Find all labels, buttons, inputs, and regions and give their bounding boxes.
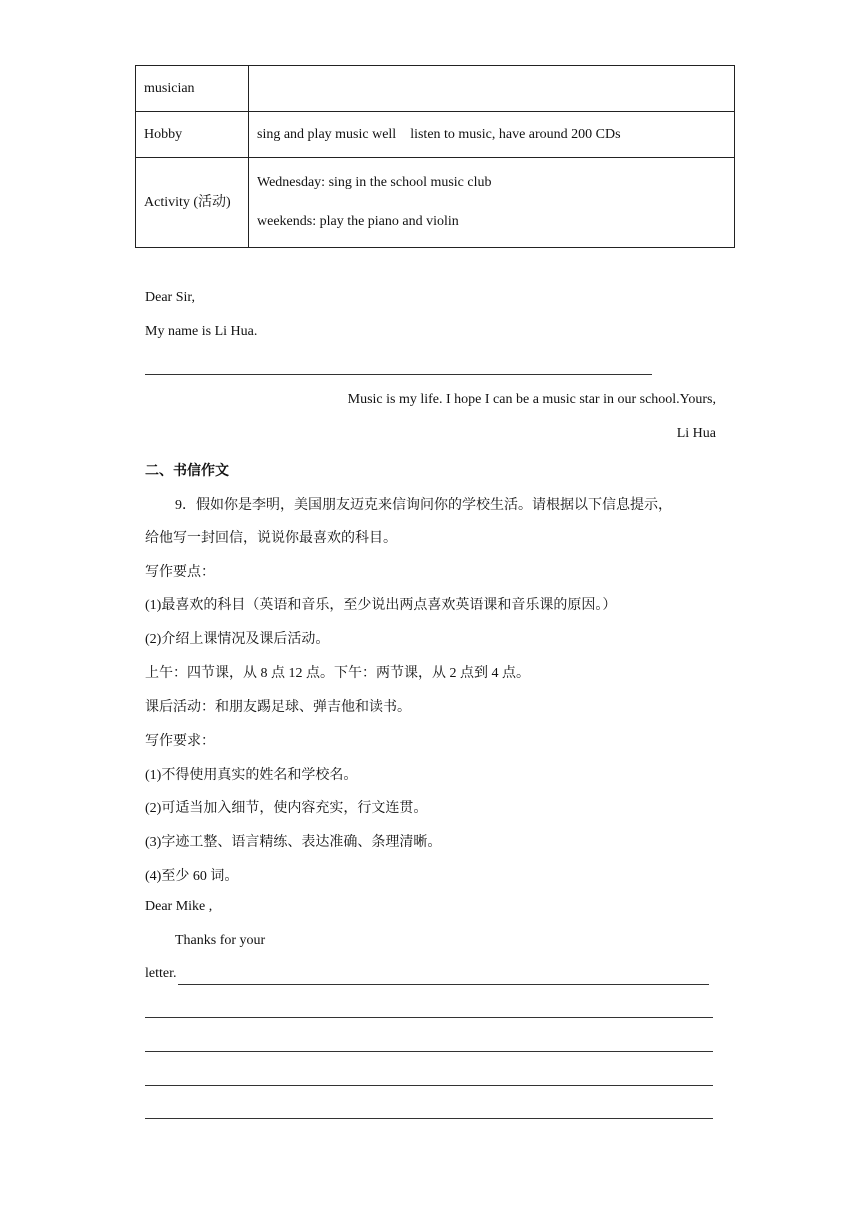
after-class-text: 课后活动：和朋友踢足球、弹吉他和读书。: [145, 700, 411, 715]
table-cell-label: musician: [136, 66, 249, 112]
letter-greeting: Dear Sir,: [145, 290, 195, 305]
points-title: 写作要点：: [145, 565, 215, 580]
letter2-letter-word: letter.: [145, 966, 177, 981]
table-row: [136, 66, 735, 112]
table-cell-value: [249, 158, 735, 248]
requirement-item: (4)至少 60 词。: [145, 869, 239, 884]
table-row: [136, 158, 735, 248]
section-heading: 二、书信作文: [145, 464, 229, 479]
answer-blank[interactable]: [178, 984, 709, 985]
activity-line: weekends: play the piano and violin: [257, 214, 459, 229]
schedule-text: 上午：四节课，从 8 点 12 点。下午：两节课，从 2 点到 4 点。: [145, 666, 530, 681]
requirement-item: (2)可适当加入细节，使内容充实，行文连贯。: [145, 801, 428, 816]
table-cell-value: [249, 66, 735, 112]
task-text-cont: 给他写一封回信，说说你最喜欢的科目。: [145, 531, 397, 546]
table-cell-value: sing and play music well listen to music, have around 200 CDs: [249, 112, 735, 158]
letter-signature: Li Hua: [676, 426, 716, 441]
answer-blank[interactable]: [145, 1051, 713, 1052]
answer-blank[interactable]: [145, 1118, 713, 1119]
point-item: (1)最喜欢的科目（英语和音乐，至少说出两点喜欢英语课和音乐课的原因。）: [145, 598, 617, 613]
point-item: (2)介绍上课情况及课后活动。: [145, 632, 330, 647]
letter2-greeting: Dear Mike ,: [145, 899, 213, 914]
table-cell-label: Hobby: [136, 112, 249, 158]
letter-closing: Music is my life. I hope I can be a music star in our school.Yours,: [347, 392, 716, 407]
letter2-opening: Thanks for your: [175, 933, 266, 948]
info-table: [135, 65, 735, 248]
table-cell-label: Activity (活动): [136, 158, 249, 248]
task-text: 9．假如你是李明，美国朋友迈克来信询问你的学校生活。请根据以下信息提示，: [175, 498, 672, 513]
answer-blank[interactable]: [145, 1085, 713, 1086]
letter-intro: My name is Li Hua.: [145, 324, 258, 339]
requirement-item: (1)不得使用真实的姓名和学校名。: [145, 768, 358, 783]
activity-line: Wednesday: sing in the school music club: [257, 175, 492, 190]
requirement-item: (3)字迹工整、语言精练、表达准确、条理清晰。: [145, 835, 442, 850]
requirements-title: 写作要求：: [145, 734, 215, 749]
answer-blank[interactable]: [145, 374, 652, 375]
table-row: [136, 112, 735, 158]
answer-blank[interactable]: [145, 1017, 713, 1018]
